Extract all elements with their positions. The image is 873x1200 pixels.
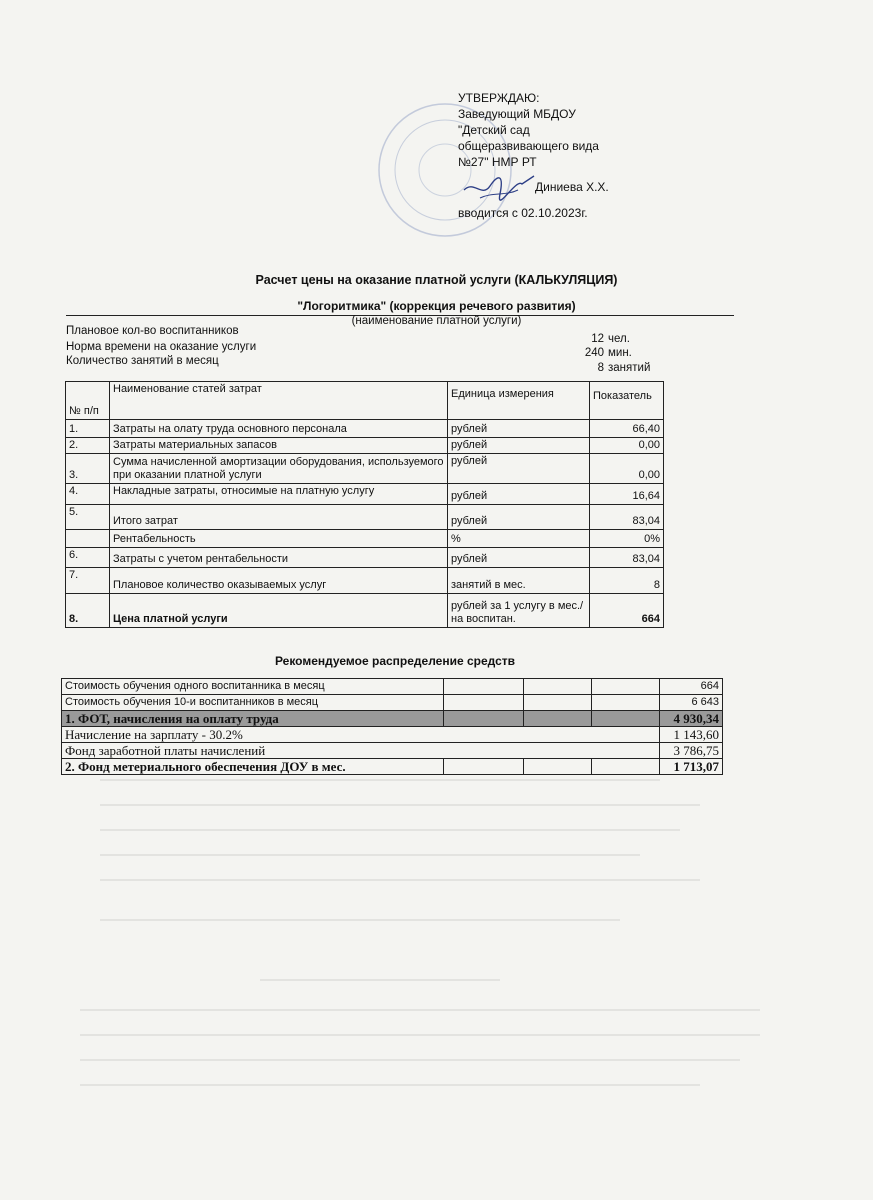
- row-num: 2.: [66, 438, 110, 454]
- param-label: Норма времени на оказание услуги: [66, 341, 257, 353]
- row-value: 16,64: [590, 484, 664, 505]
- header-num: № п/п: [66, 382, 110, 420]
- empty-cell: [524, 711, 592, 727]
- row-value: 83,04: [590, 505, 664, 530]
- row-unit: %: [448, 530, 590, 548]
- empty-cell: [444, 679, 524, 695]
- row-num: 8.: [66, 594, 110, 628]
- row-name: Накладные затраты, относимые на платную услугу: [110, 484, 448, 505]
- table-row: [66, 568, 664, 594]
- row-num: [66, 530, 110, 548]
- row-unit: рублей за 1 услугу в мес./на воспитан.: [448, 594, 590, 628]
- header-unit: Единица измерения: [448, 382, 590, 420]
- empty-cell: [592, 711, 660, 727]
- approval-line: №27" НМР РТ: [458, 155, 537, 169]
- param-label: Количество занятий в месяц: [66, 355, 219, 367]
- approval-line: "Детский сад: [458, 123, 530, 137]
- row-unit: рублей: [448, 454, 590, 484]
- table-row: [66, 530, 664, 548]
- dist-label: Стоимость обучения 10-и воспитанников в месяц: [62, 695, 444, 711]
- table-row: [62, 727, 723, 743]
- row-num: 3.: [66, 454, 110, 484]
- row-value: 83,04: [590, 548, 664, 568]
- empty-cell: [444, 711, 524, 727]
- calculation-table: [65, 381, 664, 628]
- empty-cell: [592, 679, 660, 695]
- row-num: 1.: [66, 420, 110, 438]
- row-value: 66,40: [590, 420, 664, 438]
- dist-value: 664: [660, 679, 723, 695]
- row-name: Плановое количество оказываемых услуг: [110, 568, 448, 594]
- row-value: 0,00: [590, 438, 664, 454]
- director-name: Диниева Х.Х.: [535, 180, 609, 194]
- header-name: Наименование статей затрат: [110, 382, 448, 420]
- signature-icon: [460, 168, 540, 204]
- empty-cell: [592, 695, 660, 711]
- approval-line: Заведующий МБДОУ: [458, 107, 576, 121]
- dist-value: 4 930,34: [660, 711, 723, 727]
- dist-label: Фонд заработной платы начислений: [62, 743, 660, 759]
- param-value: 240: [584, 347, 604, 359]
- param-value: 12: [591, 333, 604, 345]
- row-num: 7.: [66, 568, 110, 594]
- service-name: "Логоритмика" (коррекция речевого развития): [297, 299, 576, 313]
- row-num: 6.: [66, 548, 110, 568]
- param-unit: занятий: [608, 362, 651, 374]
- table-row: [66, 548, 664, 568]
- empty-cell: [524, 679, 592, 695]
- table-row: [62, 695, 723, 711]
- row-unit: рублей: [448, 420, 590, 438]
- show-through-lines: [60, 760, 780, 1140]
- table-header-row: [66, 382, 664, 420]
- table-row: [62, 743, 723, 759]
- row-name: Затраты материальных запасов: [110, 438, 448, 454]
- dist-value: 1 713,07: [660, 759, 723, 775]
- row-num: 5.: [66, 505, 110, 530]
- dist-label: 2. Фонд метериального обеспечения ДОУ в мес.: [62, 759, 444, 775]
- row-name: Затраты на олату труда основного персонала: [110, 420, 448, 438]
- row-unit: рублей: [448, 548, 590, 568]
- row-name: Сумма начисленной амортизации оборудования, используемого при оказании платной услуги: [110, 454, 448, 484]
- service-caption: (наименование платной услуги): [351, 315, 522, 327]
- empty-cell: [524, 695, 592, 711]
- table-row: [62, 711, 723, 727]
- approval-line: общеразвивающего вида: [458, 139, 599, 153]
- table-row: [66, 438, 664, 454]
- param-unit: мин.: [608, 347, 632, 359]
- row-unit: рублей: [448, 438, 590, 454]
- param-value: 8: [597, 362, 604, 374]
- table-row: [62, 679, 723, 695]
- row-value: 664: [590, 594, 664, 628]
- approval-line: УТВЕРЖДАЮ:: [458, 91, 540, 105]
- param-unit: чел.: [608, 333, 630, 345]
- dist-label: Начисление на зарплату - 30.2%: [62, 727, 660, 743]
- dist-value: 3 786,75: [660, 743, 723, 759]
- empty-cell: [444, 695, 524, 711]
- table-row: [66, 454, 664, 484]
- table-row: [66, 420, 664, 438]
- dist-label: Стоимость обучения одного воспитанника в месяц: [62, 679, 444, 695]
- row-unit: рублей: [448, 484, 590, 505]
- row-num: 4.: [66, 484, 110, 505]
- row-name: Рентабельность: [110, 530, 448, 548]
- dist-value: 6 643: [660, 695, 723, 711]
- table-row: [66, 484, 664, 505]
- dist-label: 1. ФОТ, начисления на оплату труда: [62, 711, 444, 727]
- table-row: [66, 505, 664, 530]
- row-name: Цена платной услуги: [110, 594, 448, 628]
- intro-date: вводится с 02.10.2023г.: [458, 206, 588, 220]
- row-name: Итого затрат: [110, 505, 448, 530]
- dist-value: 1 143,60: [660, 727, 723, 743]
- document-title: Расчет цены на оказание платной услуги (КАЛЬКУЛЯЦИЯ): [255, 273, 618, 287]
- row-value: 0%: [590, 530, 664, 548]
- param-label: Плановое кол-во воспитанников: [66, 325, 239, 337]
- header-value: Показатель: [590, 382, 664, 420]
- distribution-title: Рекомендуемое распределение средств: [274, 654, 516, 668]
- row-value: 0,00: [590, 454, 664, 484]
- row-name: Затраты с учетом рентабельности: [110, 548, 448, 568]
- row-unit: рублей: [448, 505, 590, 530]
- approval-block: [458, 90, 599, 170]
- row-unit: занятий в мес.: [448, 568, 590, 594]
- row-value: 8: [590, 568, 664, 594]
- table-row: [66, 594, 664, 628]
